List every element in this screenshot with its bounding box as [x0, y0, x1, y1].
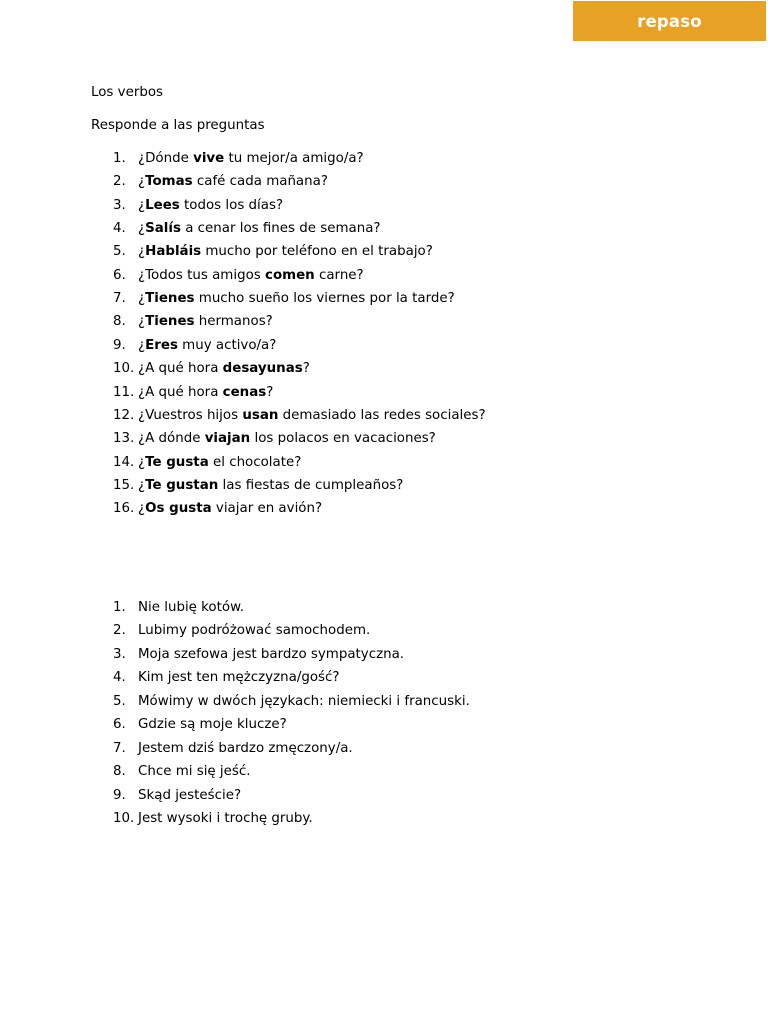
question-verb: Tomas	[145, 174, 193, 189]
question-text	[138, 501, 322, 516]
question-fragment: los polacos en vacaciones?	[250, 431, 436, 446]
question-fragment: ¿Todos tus amigos	[138, 268, 265, 283]
question-number: 10.	[113, 361, 135, 376]
question-fragment: tu mejor/a amigo/a?	[224, 151, 364, 166]
question-fragment: ?	[266, 385, 274, 400]
question-verb: Eres	[145, 338, 178, 353]
question-text	[138, 408, 486, 423]
sentence-text: Chce mi się jeść.	[138, 764, 251, 779]
page-heading: Los verbos	[91, 85, 163, 100]
sentence-text: Lubimy podróżować samochodem.	[138, 623, 371, 638]
question-text	[138, 198, 283, 213]
sentence-text: Jestem dziś bardzo zmęczony/a.	[138, 741, 353, 756]
question-number: 2.	[113, 174, 126, 189]
question-number: 4.	[113, 221, 126, 236]
question-verb: Te gusta	[145, 455, 209, 470]
question-text	[138, 244, 433, 259]
question-verb: vive	[193, 151, 225, 166]
question-fragment: a cenar los fines de semana?	[180, 221, 381, 236]
question-fragment: viajar en avión?	[211, 501, 323, 516]
question-fragment: todos los días?	[179, 198, 284, 213]
question-verb: Os gusta	[145, 501, 212, 516]
question-text	[138, 455, 301, 470]
sentence-text: Jest wysoki i trochę gruby.	[138, 811, 313, 826]
question-text	[138, 174, 328, 189]
question-verb: Lees	[145, 198, 180, 213]
question-fragment: ¿	[138, 244, 146, 259]
question-fragment: ¿	[138, 455, 146, 470]
question-number: 12.	[113, 408, 135, 423]
repaso-badge	[573, 1, 766, 41]
question-verb: usan	[242, 408, 279, 423]
question-number: 14.	[113, 455, 135, 470]
question-fragment: ¿	[138, 174, 146, 189]
question-fragment: ¿A dónde	[138, 431, 205, 446]
question-number: 11.	[113, 385, 135, 400]
sentence-number: 3.	[113, 647, 126, 662]
question-number: 13.	[113, 431, 135, 446]
question-text	[138, 291, 455, 306]
sentence-number: 2.	[113, 623, 126, 638]
question-fragment: ¿Dónde	[138, 151, 194, 166]
question-fragment: ¿	[138, 221, 146, 236]
sentence-number: 10.	[113, 811, 135, 826]
question-number: 1.	[113, 151, 126, 166]
question-text	[138, 221, 381, 236]
question-verb: Tienes	[145, 291, 195, 306]
question-number: 3.	[113, 198, 126, 213]
sentence-number: 7.	[113, 741, 126, 756]
question-fragment: ¿	[138, 291, 146, 306]
question-fragment: carne?	[314, 268, 364, 283]
question-verb: viajan	[204, 431, 251, 446]
question-number: 15.	[113, 478, 135, 493]
question-verb: cenas	[222, 385, 267, 400]
repaso-badge-label: repaso	[637, 11, 702, 31]
question-text	[138, 268, 364, 283]
sentence-text: Moja szefowa jest bardzo sympatyczna.	[138, 647, 405, 662]
question-verb: desayunas	[222, 361, 303, 376]
sentence-text: Skąd jesteście?	[138, 788, 242, 803]
question-text	[138, 338, 276, 353]
question-fragment: muy activo/a?	[177, 338, 277, 353]
question-fragment: demasiado las redes sociales?	[278, 408, 486, 423]
question-fragment: café cada mañana?	[192, 174, 328, 189]
sentence-text: Mówimy w dwóch językach: niemiecki i francuski.	[138, 694, 470, 709]
sentence-number: 4.	[113, 670, 126, 685]
question-verb: Tienes	[145, 314, 195, 329]
question-number: 9.	[113, 338, 126, 353]
question-number: 8.	[113, 314, 126, 329]
question-fragment: ¿	[138, 478, 146, 493]
question-fragment: ¿A qué hora	[138, 361, 223, 376]
question-number: 6.	[113, 268, 126, 283]
question-number: 5.	[113, 244, 126, 259]
sentence-text: Nie lubię kotów.	[138, 600, 245, 615]
question-fragment: ¿	[138, 198, 146, 213]
question-fragment: ¿	[138, 314, 146, 329]
question-fragment: ¿A qué hora	[138, 385, 223, 400]
question-fragment: mucho por teléfono en el trabajo?	[201, 244, 433, 259]
question-text	[138, 431, 436, 446]
instruction-text: Responde a las preguntas	[91, 118, 265, 133]
question-fragment: las fiestas de cumpleaños?	[218, 478, 404, 493]
question-fragment: ¿Vuestros hijos	[138, 408, 243, 423]
question-fragment: ¿	[138, 501, 146, 516]
question-fragment: el chocolate?	[208, 455, 302, 470]
sentence-number: 8.	[113, 764, 126, 779]
question-fragment: ¿	[138, 338, 146, 353]
question-number: 7.	[113, 291, 126, 306]
sentence-text: Gdzie są moje klucze?	[138, 717, 287, 732]
sentence-number: 6.	[113, 717, 126, 732]
question-fragment: mucho sueño los viernes por la tarde?	[194, 291, 455, 306]
sentence-number: 9.	[113, 788, 126, 803]
question-fragment: ?	[302, 361, 310, 376]
question-text	[138, 385, 273, 400]
sentence-number: 5.	[113, 694, 126, 709]
question-verb: Te gustan	[145, 478, 219, 493]
sentence-number: 1.	[113, 600, 126, 615]
question-text	[138, 151, 364, 166]
question-verb: Salís	[145, 221, 181, 236]
question-number: 16.	[113, 501, 135, 516]
question-fragment: hermanos?	[194, 314, 273, 329]
question-verb: Habláis	[145, 244, 202, 259]
sentence-text: Kim jest ten mężczyzna/gość?	[138, 670, 340, 685]
question-text	[138, 361, 310, 376]
question-text	[138, 478, 403, 493]
question-text	[138, 314, 273, 329]
question-verb: comen	[265, 268, 315, 283]
